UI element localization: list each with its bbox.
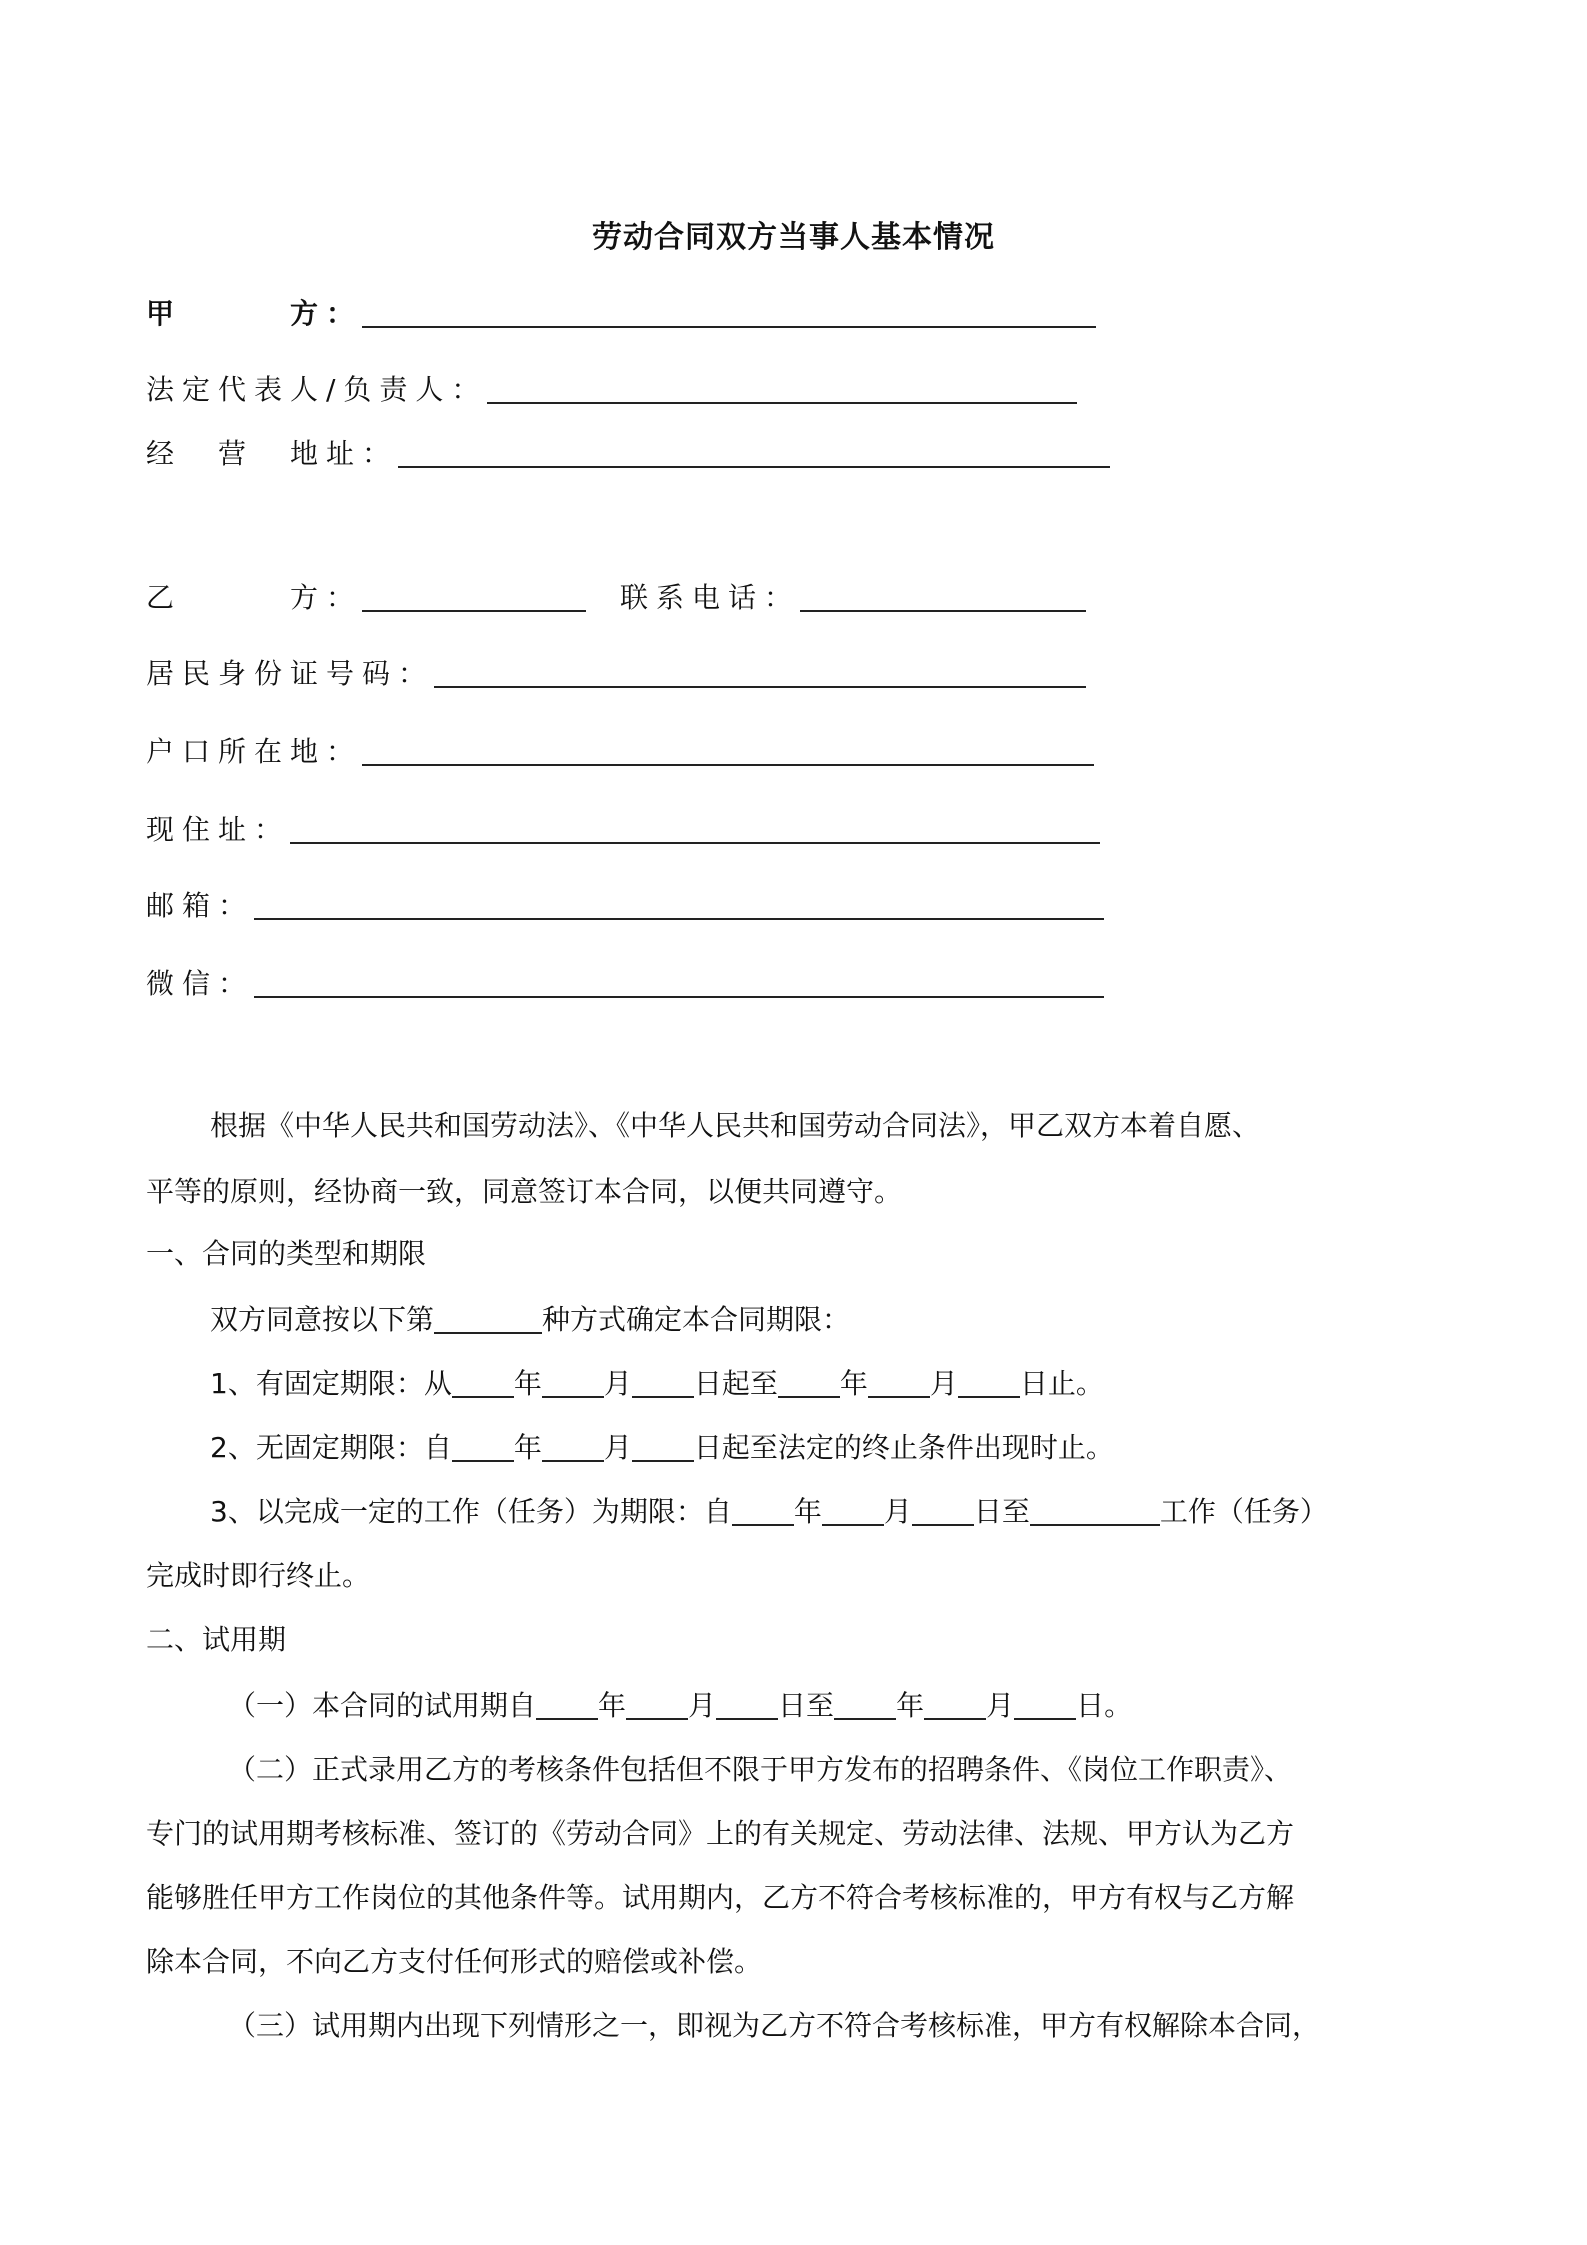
method-number-blank[interactable] — [434, 1298, 542, 1334]
residence-row — [146, 808, 1100, 852]
phone-row — [620, 576, 1086, 620]
option-1-start-month-blank[interactable] — [542, 1362, 604, 1398]
option-1-start-day-blank[interactable] — [632, 1362, 694, 1398]
business-address-label: 经 营 地址： — [146, 437, 399, 470]
term-option-3-line-2: 完成时即行终止。 — [146, 1559, 371, 1592]
option-3-text-d: 日至 — [973, 1495, 1030, 1528]
option-1-end-month-blank[interactable] — [868, 1362, 930, 1398]
party-a-row — [146, 292, 1096, 336]
probation-end-day-blank[interactable] — [1014, 1684, 1076, 1720]
option-3-text-e: 工作（任务） — [1159, 1495, 1328, 1528]
option-2-text-c: 月 — [603, 1431, 632, 1464]
residence-label: 现住址： — [146, 813, 291, 846]
option-1-text-e: 年 — [839, 1367, 868, 1400]
residence-input-line[interactable] — [290, 808, 1100, 844]
term-option-2 — [210, 1426, 1510, 1470]
probation-para-2-line-2: 专门的试用期考核标准、签订的《劳动合同》上的有关规定、劳动法律、法规、甲方认为乙方 — [146, 1817, 1295, 1850]
probation-start-day-blank[interactable] — [716, 1684, 778, 1720]
option-3-month-blank[interactable] — [822, 1490, 884, 1526]
option-1-text-c: 月 — [603, 1367, 632, 1400]
probation-start-year-blank[interactable] — [536, 1684, 598, 1720]
section-1-para-1-text-a: 双方同意按以下第 — [210, 1303, 435, 1336]
option-1-text-g: 日止。 — [1019, 1367, 1104, 1400]
wechat-input-line[interactable] — [254, 962, 1104, 998]
option-1-text-b: 年 — [513, 1367, 542, 1400]
option-1-text-d: 日起至 — [693, 1367, 778, 1400]
email-label: 邮箱： — [146, 889, 255, 922]
hukou-input-line[interactable] — [362, 730, 1094, 766]
document-title: 劳动合同双方当事人基本情况 — [592, 220, 995, 255]
probation-1-text-d: 日至 — [778, 1689, 835, 1722]
option-2-year-blank[interactable] — [452, 1426, 514, 1462]
party-b-input-line[interactable] — [362, 576, 586, 612]
option-3-task-blank[interactable] — [1030, 1490, 1160, 1526]
probation-para-1 — [228, 1684, 1528, 1728]
business-address-input-line[interactable] — [398, 432, 1110, 468]
probation-1-text-c: 月 — [688, 1689, 717, 1722]
option-3-text-a: 3、以完成一定的工作（任务）为期限：自 — [210, 1495, 732, 1528]
probation-para-2-line-4: 除本合同，不向乙方支付任何形式的赔偿或补偿。 — [146, 1945, 763, 1978]
term-option-3 — [210, 1490, 1510, 1534]
id-number-row — [146, 652, 1086, 696]
intro-line-2: 平等的原则，经协商一致，同意签订本合同，以便共同遵守。 — [146, 1175, 903, 1208]
wechat-label: 微信： — [146, 967, 255, 1000]
option-1-text-a: 1、有固定期限：从 — [210, 1367, 452, 1400]
probation-para-2-line-1: （二）正式录用乙方的考核条件包括但不限于甲方发布的招聘条件、《岗位工作职责》、 — [228, 1753, 1293, 1786]
party-a-input-line[interactable] — [362, 292, 1096, 328]
option-2-month-blank[interactable] — [542, 1426, 604, 1462]
section-1-para-1 — [210, 1298, 1510, 1342]
probation-1-text-e: 年 — [896, 1689, 925, 1722]
phone-input-line[interactable] — [800, 576, 1086, 612]
email-input-line[interactable] — [254, 884, 1104, 920]
probation-1-text-g: 日。 — [1076, 1689, 1133, 1722]
option-1-start-year-blank[interactable] — [452, 1362, 514, 1398]
hukou-row — [146, 730, 1094, 774]
probation-1-text-a: （一）本合同的试用期自 — [228, 1689, 537, 1722]
probation-1-text-f: 月 — [986, 1689, 1015, 1722]
section-2-heading: 二、试用期 — [146, 1623, 287, 1656]
id-number-input-line[interactable] — [434, 652, 1086, 688]
email-row — [146, 884, 1104, 928]
option-1-end-day-blank[interactable] — [958, 1362, 1020, 1398]
wechat-row — [146, 962, 1104, 1006]
party-a-label: 甲 方： — [146, 297, 363, 330]
legal-rep-label: 法定代表人/负责人： — [146, 373, 488, 406]
legal-rep-input-line[interactable] — [487, 368, 1077, 404]
id-number-label: 居民身份证号码： — [146, 657, 435, 690]
option-2-day-blank[interactable] — [632, 1426, 694, 1462]
option-3-text-b: 年 — [793, 1495, 822, 1528]
probation-end-year-blank[interactable] — [834, 1684, 896, 1720]
intro-line-1: 根据《中华人民共和国劳动法》、《中华人民共和国劳动合同法》，甲乙双方本着自愿、 — [210, 1109, 1261, 1142]
option-3-day-blank[interactable] — [912, 1490, 974, 1526]
business-address-row — [146, 432, 1110, 476]
probation-end-month-blank[interactable] — [924, 1684, 986, 1720]
option-3-text-c: 月 — [883, 1495, 912, 1528]
probation-para-3-line-1: （三）试用期内出现下列情形之一，即视为乙方不符合考核标准，甲方有权解除本合同， — [228, 2009, 1321, 2042]
section-1-heading: 一、合同的类型和期限 — [146, 1237, 427, 1270]
term-option-1 — [210, 1362, 1510, 1406]
phone-label: 联系电话： — [620, 581, 801, 614]
probation-start-month-blank[interactable] — [626, 1684, 688, 1720]
hukou-label: 户口所在地： — [146, 735, 363, 768]
option-2-text-a: 2、无固定期限：自 — [210, 1431, 452, 1464]
option-2-text-b: 年 — [513, 1431, 542, 1464]
option-1-text-f: 月 — [929, 1367, 958, 1400]
option-3-year-blank[interactable] — [732, 1490, 794, 1526]
probation-para-2-line-3: 能够胜任甲方工作岗位的其他条件等。试用期内，乙方不符合考核标准的，甲方有权与乙方解 — [146, 1881, 1295, 1914]
legal-rep-row — [146, 368, 1077, 412]
probation-1-text-b: 年 — [598, 1689, 627, 1722]
party-b-row — [146, 576, 586, 620]
section-1-para-1-text-b: 种方式确定本合同期限： — [542, 1303, 851, 1336]
party-b-label: 乙 方： — [146, 581, 363, 614]
option-2-text-d: 日起至法定的终止条件出现时止。 — [693, 1431, 1114, 1464]
option-1-end-year-blank[interactable] — [778, 1362, 840, 1398]
